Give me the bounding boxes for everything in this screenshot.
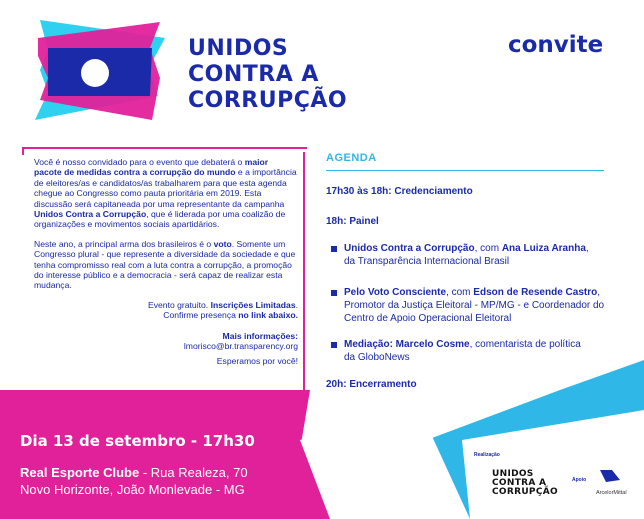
arcelor-logo-text: ArcelorMittal: [596, 490, 627, 496]
title-line-1: UNIDOS: [188, 36, 289, 61]
agenda-item-painel: 18h: Painel: [326, 216, 379, 227]
realizacao-label: Realização: [474, 452, 500, 458]
convite-heading: convite: [508, 32, 604, 58]
agenda-heading: AGENDA: [326, 152, 377, 164]
venue-city: Novo Horizonte, João Monlevade - MG: [20, 482, 245, 497]
footer-campaign-logo: UNIDOS CONTRA A CORRUPÇÃO: [492, 469, 558, 497]
apoio-label: Apoio: [572, 477, 587, 483]
confirm-link[interactable]: no link abaixo.: [238, 310, 298, 321]
await-line: Esperamos por você!: [216, 355, 298, 366]
invite-box-top-border: [22, 147, 307, 149]
highlight-campaign: Unidos Contra a Corrupção: [34, 209, 147, 220]
speaker-1: Unidos Contra a Corrupção, com Ana Luiza Aranha, da Transparência Internacional Brasil: [344, 243, 589, 267]
invite-paragraph-1: Você é nosso convidado para o evento que debaterá o maior pacote de medidas contra a corrupção do mundo e a importância de eleitores/as e candidatos/as trabalharem para que esta agenda chegue ao Congresso como pauta prioritária em 2019. Esta discussão será capitaneada por uma representante da campanha Unidos Contra a Corrupção, que é liderada por uma coalizão de organizações e movimentos sociais apartidários.: [34, 157, 297, 230]
moderator: Mediação: Marcelo Cosme, comentarista de política da GloboNews: [344, 339, 581, 363]
venue-address: - Rua Realeza, 70: [139, 465, 248, 480]
venue-name: Real Esporte Clube: [20, 465, 140, 480]
highlight-vote: voto: [213, 238, 232, 249]
event-date: Dia 13 de setembro - 17h30: [20, 432, 255, 450]
agenda-rule: [326, 170, 604, 171]
bullet-icon: [331, 342, 337, 348]
invite-box-left-border: [22, 147, 24, 155]
agenda-item-encerramento: 20h: Encerramento: [326, 379, 417, 390]
speaker-2: Pelo Voto Consciente, com Edson de Resende Castro, Promotor da Justiça Eleitoral - MP/MG - e Coordenador do Centro de Apoio Operacional Eleitoral: [344, 287, 605, 324]
invite-text: [34, 157, 298, 366]
event-place: [20, 464, 248, 498]
logo-circle: [81, 59, 109, 87]
agenda-item-credenciamento: 17h30 às 18h: Credenciamento: [326, 186, 473, 197]
free-event-line: Evento gratuito. Inscrições Limitadas.: [147, 299, 298, 310]
more-info-label: Mais informações:: [222, 330, 298, 341]
bullet-icon: [331, 246, 337, 252]
campaign-title: [188, 36, 347, 114]
confirm-line: Confirme presença no link abaixo.: [163, 310, 298, 321]
invite-paragraph-2: Neste ano, a principal arma dos brasileiros é o voto. Somente um Congresso plural - que represente a diversidade da sociedade e que tenha compromisso real com a luta contra a corrupção, a promoção do interesse público e a democracia - será capaz de realizar esta mudança.: [34, 238, 296, 291]
highlight-package: maior pacote de medidas contra a corrupção do mundo: [34, 157, 269, 178]
bullet-icon: [331, 290, 337, 296]
contact-email[interactable]: lmorisco@br.transparency.org: [183, 341, 298, 352]
title-line-2: CONTRA A: [188, 62, 319, 87]
title-line-3: CORRUPÇÃO: [188, 88, 348, 113]
